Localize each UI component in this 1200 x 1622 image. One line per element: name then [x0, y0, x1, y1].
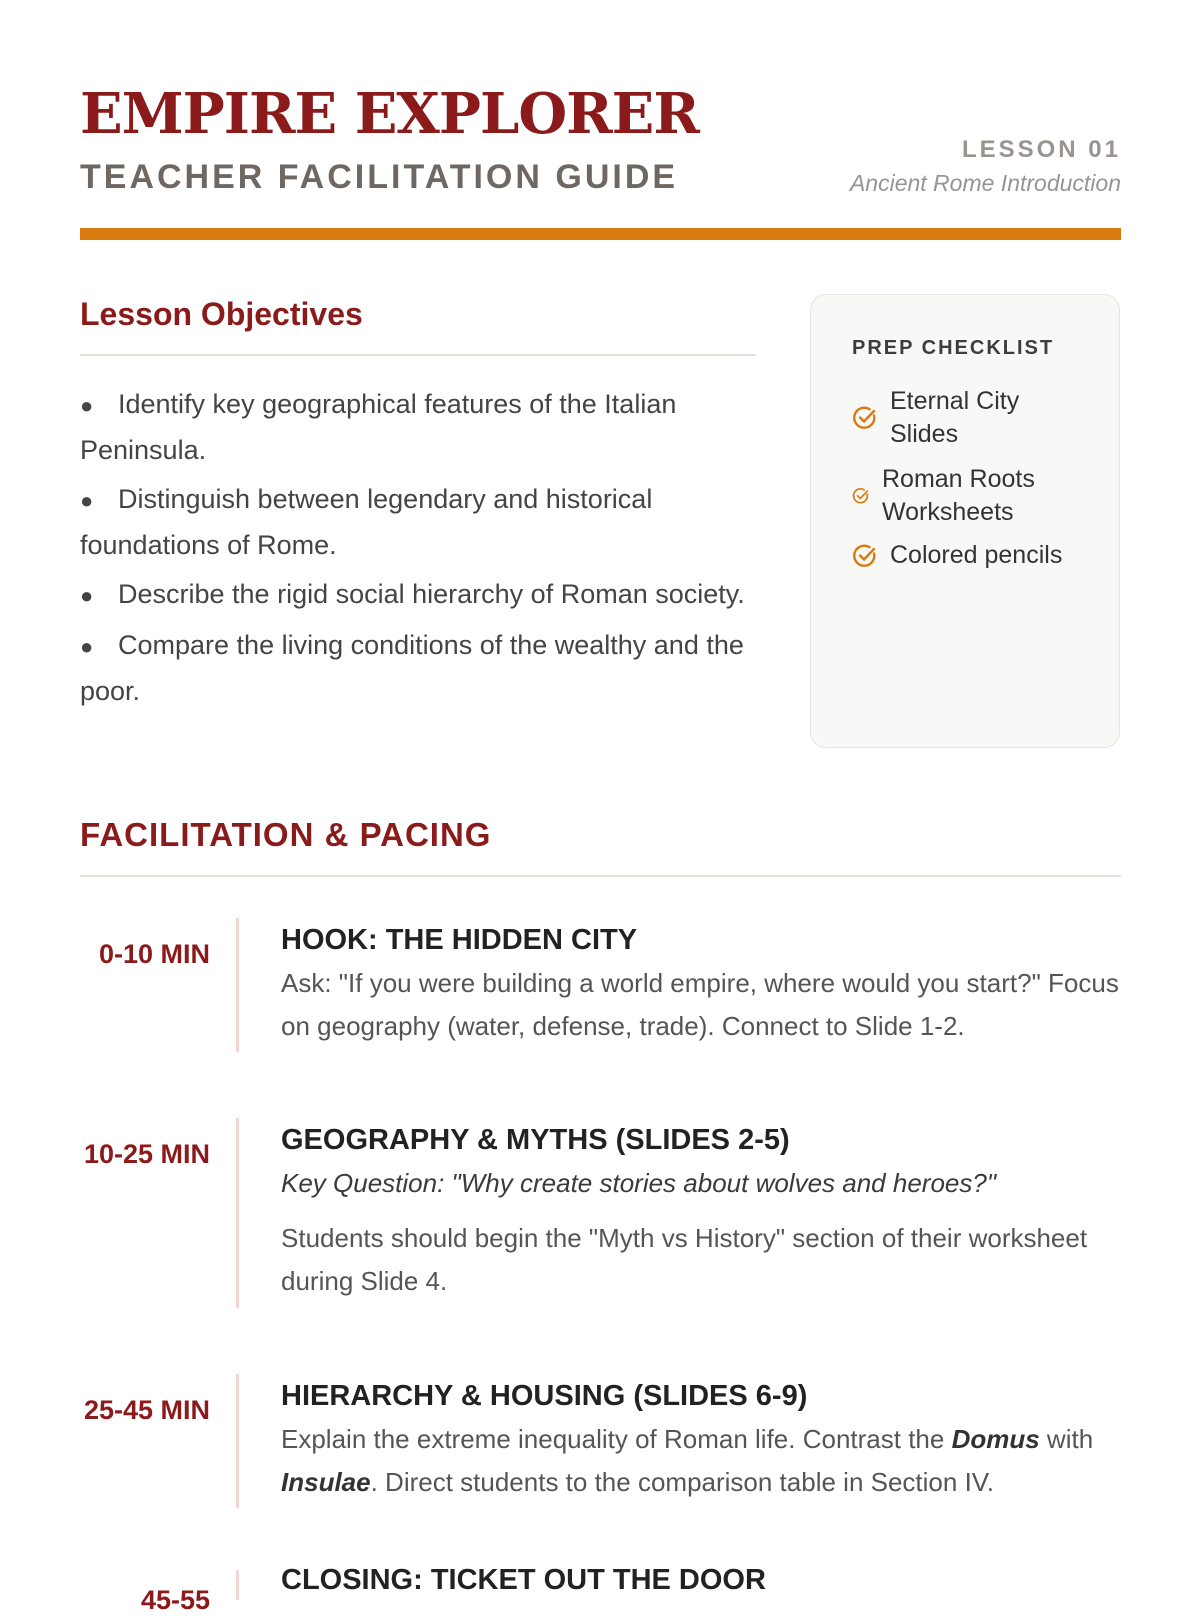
checklist-item-label: Colored pencils	[890, 541, 1063, 569]
checklist-item-label: Roman Roots Worksheets	[882, 465, 1035, 526]
timeline-line	[236, 1570, 239, 1600]
objectives-divider	[80, 354, 756, 356]
step-time: 0-10 MIN	[98, 939, 210, 969]
pacing-step	[80, 1374, 1121, 1508]
lesson-topic: Ancient Rome Introduction	[849, 170, 1121, 196]
bullet-icon: ●	[80, 488, 94, 513]
step-time: 45-55	[140, 1585, 210, 1615]
timeline-line	[236, 918, 239, 1052]
timeline-line	[236, 1118, 239, 1308]
objective-item	[80, 623, 756, 713]
step-body	[281, 918, 1121, 1048]
step-text: Ask: "If you were building a world empire, where would you start?" Focus on geography (water, defense, trade). Connect to Slide 1-2.	[281, 968, 1119, 1041]
objective-text: Compare the living conditions of the wealthy and the poor.	[80, 630, 744, 706]
step-text: Explain the extreme inequality of Roman life. Contrast the Domus with Insulae. Direct students to the comparison table in Section IV.	[281, 1424, 1094, 1497]
checklist-item-label: Eternal City Slides	[890, 387, 1020, 448]
objective-text: Identify key geographical features of the Italian Peninsula.	[80, 389, 677, 465]
step-time: 25-45 MIN	[83, 1395, 210, 1425]
timeline-line	[236, 1374, 239, 1508]
checklist-item	[852, 385, 1092, 451]
check-circle-icon	[852, 487, 870, 505]
checklist-title: PREP CHECKLIST	[852, 337, 1055, 359]
objective-text: Distinguish between legendary and historical foundations of Rome.	[80, 484, 653, 560]
bullet-icon: ●	[80, 634, 94, 659]
step-title: GEOGRAPHY & MYTHS (SLIDES 2-5)	[281, 1124, 790, 1156]
step-body	[281, 1374, 1121, 1504]
bullet-icon: ●	[80, 393, 94, 418]
objective-item	[80, 382, 756, 472]
step-title: CLOSING: TICKET OUT THE DOOR	[281, 1564, 766, 1596]
checklist-item	[852, 539, 1092, 572]
step-body	[281, 1558, 1121, 1602]
step-title: HOOK: THE HIDDEN CITY	[281, 924, 638, 956]
guide-subtitle: TEACHER FACILITATION GUIDE	[80, 158, 679, 196]
pacing-step	[80, 918, 1121, 1052]
guide-page	[80, 0, 1121, 1615]
facilitation-divider	[80, 875, 1121, 877]
objective-item	[80, 572, 756, 618]
check-circle-icon	[852, 543, 878, 569]
checklist-item	[852, 463, 1092, 529]
objectives-list	[80, 382, 756, 718]
objective-item	[80, 477, 756, 567]
term-domus: Domus	[951, 1424, 1040, 1454]
bullet-icon: ●	[80, 583, 94, 608]
step-body	[281, 1118, 1121, 1303]
objectives-heading: Lesson Objectives	[80, 296, 363, 332]
step-text: Students should begin the "Myth vs History" section of their worksheet during Slide 4.	[281, 1223, 1088, 1296]
term-insulae: Insulae	[281, 1467, 371, 1497]
step-time: 10-25 MIN	[83, 1139, 210, 1169]
pacing-step	[80, 1564, 1121, 1615]
header-accent-bar	[80, 228, 1121, 240]
prep-checklist-card	[810, 294, 1120, 748]
lesson-number: LESSON 01	[961, 136, 1121, 163]
facilitation-heading: FACILITATION & PACING	[80, 816, 492, 853]
check-circle-icon	[852, 405, 878, 431]
pacing-step	[80, 1118, 1121, 1308]
objective-text: Describe the rigid social hierarchy of Roman society.	[118, 579, 745, 609]
key-question: Key Question: "Why create stories about wolves and heroes?"	[281, 1168, 997, 1198]
step-title: HIERARCHY & HOUSING (SLIDES 6-9)	[281, 1380, 808, 1412]
guide-title: EMPIRE EXPLORER	[80, 81, 699, 147]
